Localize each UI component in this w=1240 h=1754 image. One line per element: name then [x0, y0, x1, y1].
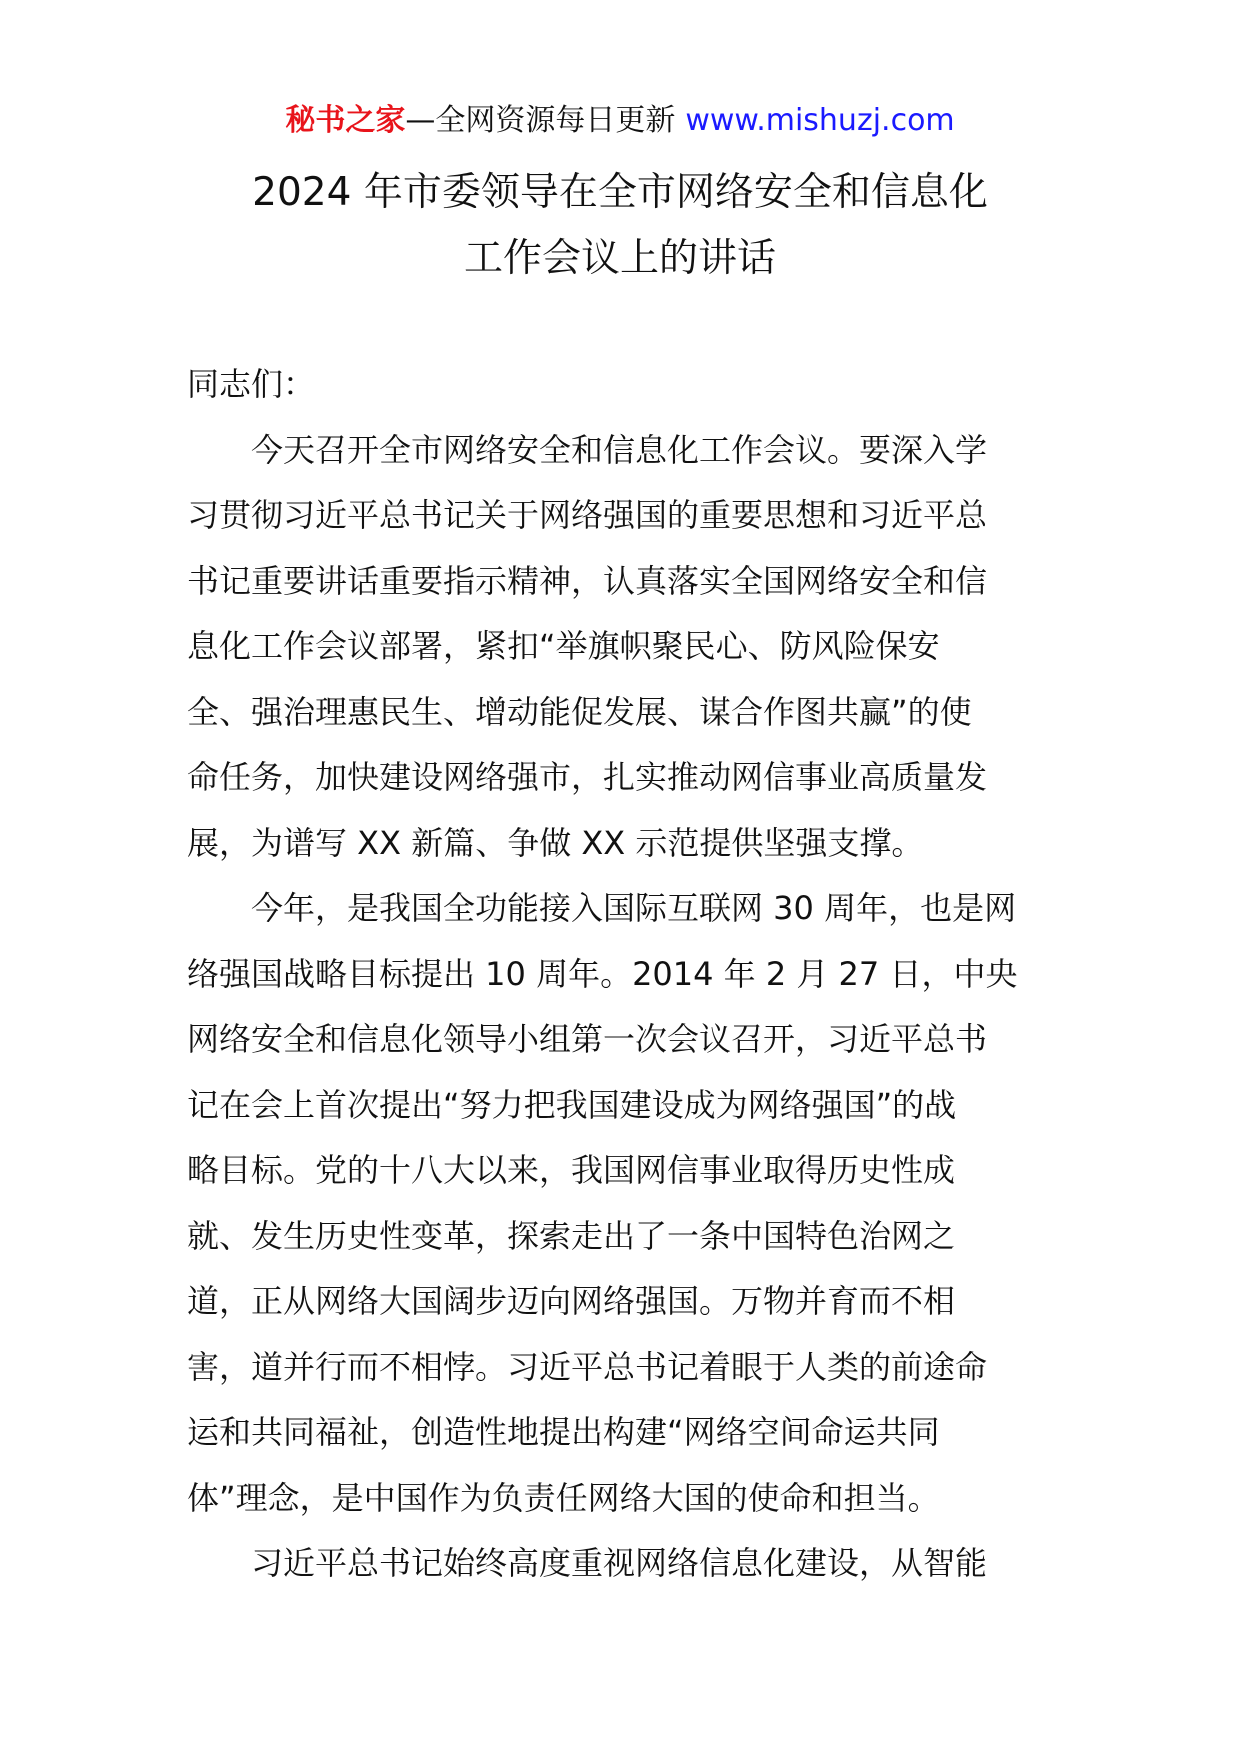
paragraph-line: 网络安全和信息化领导小组第一次会议召开，习近平总书 [187, 1020, 988, 1058]
paragraph-1 [187, 418, 1053, 877]
paragraph-line: 就、发生历史性变革，探索走出了一条中国特色治网之 [187, 1216, 956, 1255]
paragraph-line: 命任务，加快建设网络强市，扎实推动网信事业高质量发 [187, 758, 988, 796]
paragraph-line: 络强国战略目标提出 10 周年。2014 年 2 月 27 日，中央 [187, 954, 1018, 993]
paragraph-line: 运和共同福祉，创造性地提出构建“网络空间命运共同 [187, 1413, 940, 1451]
site-url-link[interactable]: www.mishuzj.com [685, 103, 955, 138]
paragraph-2 [187, 876, 1053, 1531]
paragraph-line: 习近平总书记始终高度重视网络信息化建设，从智能 [251, 1544, 988, 1582]
document-title [0, 160, 1240, 292]
paragraph-line: 展，为谱写 XX 新篇、争做 XX 示范提供坚强支撑。 [187, 823, 924, 862]
paragraph-3 [187, 1531, 1053, 1597]
paragraph-line: 息化工作会议部署，紧扣“举旗帜聚民心、防风险保安 [187, 627, 940, 665]
paragraph-line: 书记重要讲话重要指示精神，认真落实全国网络安全和信 [187, 561, 988, 600]
paragraph-line: 今天召开全市网络安全和信息化工作会议。要深入学 [251, 430, 988, 469]
paragraph-line: 体”理念，是中国作为负责任网络大国的使命和担当。 [187, 1478, 940, 1517]
document-body [187, 352, 1053, 1597]
paragraph-line: 略目标。党的十八大以来，我国网信事业取得历史性成 [187, 1151, 956, 1189]
paragraph-line: 全、强治理惠民生、增动能促发展、谋合作图共赢”的使 [187, 692, 972, 731]
paragraph-line: 道，正从网络大国阔步迈向网络强国。万物并育而不相 [187, 1282, 956, 1320]
paragraph-line: 今年，是我国全功能接入国际互联网 30 周年，也是网 [251, 889, 1017, 927]
paragraph-line: 习贯彻习近平总书记关于网络强国的重要思想和习近平总 [187, 496, 988, 534]
paragraph-line: 害，道并行而不相悖。习近平总书记着眼于人类的前途命 [187, 1347, 988, 1386]
salutation: 同志们： [187, 365, 316, 403]
title-line-1: 2024 年市委领导在全市网络安全和信息化 [252, 170, 988, 215]
site-header [0, 98, 1240, 144]
paragraph-line: 记在会上首次提出“努力把我国建设成为网络强国”的战 [187, 1085, 957, 1124]
header-slogan: —全网资源每日更新 [405, 103, 676, 138]
brand-name: 秘书之家 [285, 103, 406, 138]
title-line-2: 工作会议上的讲话 [463, 236, 776, 281]
